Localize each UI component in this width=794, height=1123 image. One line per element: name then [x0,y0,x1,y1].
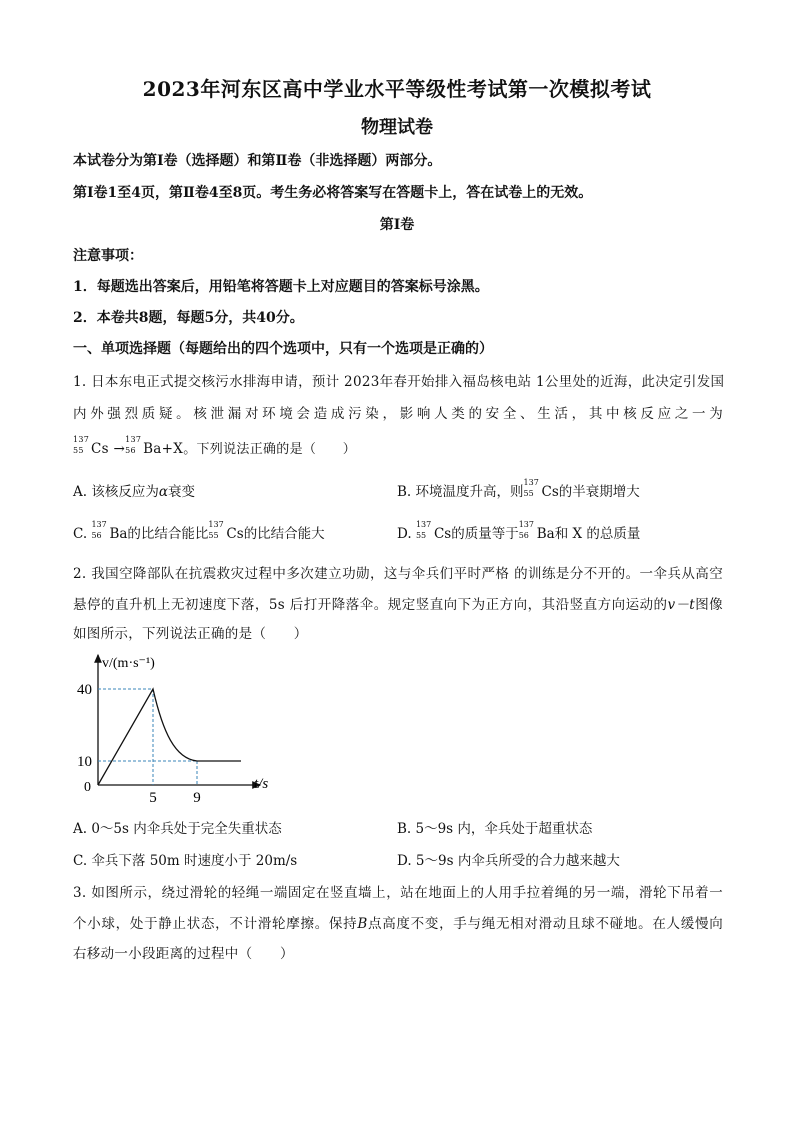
y-tick-10: 10 [77,754,92,770]
part-title: 一、单项选择题（每题给出的四个选项中，只有一个选项是正确的） [73,341,493,357]
reaction-arrow: → [113,441,126,457]
q1-option-d[interactable]: D. 137 55 Cs的质量等于 137 56 Ba和 X 的总质量 [397,520,641,542]
q2-line-2: 悬停的直升机上无初速度下落，5s 后打开降落伞。规定竖直向下为正方向，其沿竖直方向运动的v－t图像 [73,597,723,613]
intro-line-1: 本试卷分为第Ⅰ卷（选择题）和第Ⅱ卷（非选择题）两部分。 [73,153,442,169]
q1-line-1: 1. 日本东电正式提交核污水排海申请，预计 2023年春开始排入福岛核电站 1公里处的近海，此决定引发国 [73,374,725,390]
vt-graph [60,645,300,805]
q3-line-3: 右移动一小段距离的过程中（ ） [73,946,294,962]
q2-option-b[interactable]: B. 5～9s 内，伞兵处于超重状态 [397,821,593,837]
q2-option-d[interactable]: D. 5～9s 内伞兵所受的合力越来越大 [397,853,620,869]
q2-option-a[interactable]: A. 0～5s 内伞兵处于完全失重状态 [73,821,282,837]
section-name: 第Ⅰ卷 [379,217,415,233]
nuclide-ba137: 137 56 [125,435,142,455]
q2-line-1: 2. 我国空降部队在抗震救灾过程中多次建立功勋，这与伞兵们平时严格 的训练是分不开的。一伞兵从高空 [73,566,723,582]
q1-option-c[interactable]: C. 137 56 Ba的比结合能比 137 55 Cs的比结合能大 [73,520,325,542]
q3-line-2: 个小球，处于静止状态，不计滑轮摩擦。保持B点高度不变，手与绳无相对滑动且球不碰地。在人缓慢向 [73,916,724,932]
q1-option-a[interactable]: A. 该核反应为α衰变 [73,484,195,500]
q1-line-2: 内外强烈质疑。核泄漏对环境会造成污染，影响人类的安全、生活，其中核反应之一为 [73,406,723,422]
notice-item-2: 2．本卷共8题，每题5分，共40分。 [73,310,304,326]
intro-line-2: 第Ⅰ卷1至4页，第Ⅱ卷4至8页。考生务必将答案写在答题卡上，答在试卷上的无效。 [73,185,593,201]
y-tick-40: 40 [77,682,92,698]
q2-option-c[interactable]: C. 伞兵下落 50m 时速度小于 20m/s [73,853,298,869]
vt-series-line [98,689,241,785]
q1-line-3: 137 55 Cs → 137 56 Ba+X。下列说法正确的是（ ） [73,435,357,457]
nuclide-cs137: 137 55 [73,435,90,455]
notice-item-1: 1．每题选出答案后，用铅笔将答题卡上对应题目的答案标号涂黑。 [73,279,489,295]
x-tick-5: 5 [149,790,157,805]
x-tick-9: 9 [193,790,201,805]
exam-title: 2023年河东区高中学业水平等级性考试第一次模拟考试 [142,77,652,101]
x-axis-label: t/s [254,776,269,792]
q1-option-b[interactable]: B. 环境温度升高，则 137 55 Cs的半衰期增大 [397,478,640,500]
q2-line-3: 如图所示，下列说法正确的是（ ） [73,626,308,642]
paper-subtitle: 物理试卷 [361,117,433,138]
q3-line-1: 3. 如图所示，绕过滑轮的轻绳一端固定在竖直墙上，站在地面上的人用手拉着绳的另一端，滑轮下吊着一 [73,885,723,901]
notice-title: 注意事项： [73,248,143,264]
origin-label: 0 [84,780,91,795]
y-axis-label: v/(m·s⁻¹) [102,656,155,671]
